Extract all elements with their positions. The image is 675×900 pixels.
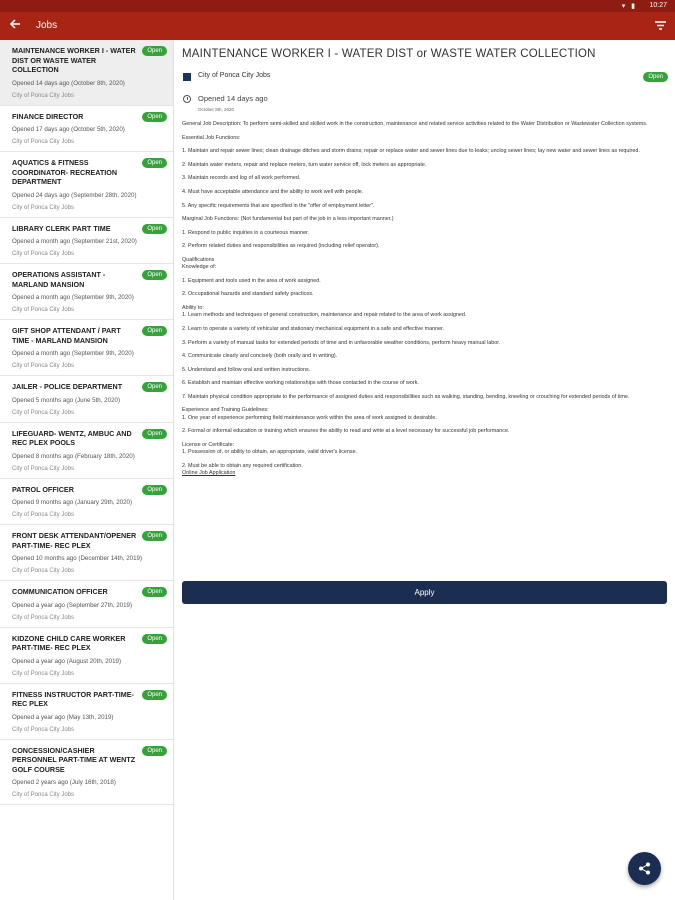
job-title: MAINTENANCE WORKER I - WATER DIST OR WASTE WATER COLLECTION (12, 46, 136, 74)
desc-paragraph: 7. Maintain physical condition appropriate to the performance of assigned duties and responsibilities such as walking, standing, bending, kneeling or crouching for extended periods of time. (182, 393, 630, 400)
desc-paragraph: 1. Equipment and tools used in the area of work assigned. (182, 277, 321, 284)
desc-paragraph: Essential Job Functions: (182, 134, 241, 141)
desc-paragraph: 1. Respond to public inquiries in a courteous manner. (182, 229, 310, 236)
job-description (182, 121, 668, 477)
desc-paragraph: License or Certificate: (182, 441, 235, 448)
job-opened: Opened a month ago (September 21st, 2020) (12, 238, 137, 245)
job-company: City of Ponca City Jobs (12, 92, 75, 99)
job-opened: Opened a year ago (September 27th, 2019) (12, 601, 133, 609)
job-list-item[interactable] (0, 40, 173, 106)
status-badge: Open (142, 158, 167, 168)
status-badge: Open (142, 46, 167, 56)
app-bar (0, 12, 675, 40)
job-opened: Opened 8 months ago (February 18th, 2020) (12, 452, 135, 460)
job-title: FITNESS INSTRUCTOR PART-TIME- REC PLEX (12, 689, 134, 708)
share-button[interactable] (628, 852, 661, 885)
status-badge: Open (142, 224, 167, 234)
desc-paragraph: 2. Learn to operate a variety of vehicular and stationary mechanical equipment in a safe and effective manner. (182, 325, 445, 332)
job-company: City of Ponca City Jobs (12, 512, 75, 518)
desc-paragraph: Marginal Job Functions: (Not fundamental but part of the job in a less important manner.) (182, 216, 394, 223)
job-list-item[interactable] (0, 376, 173, 423)
back-arrow-icon[interactable] (9, 18, 21, 33)
job-company: City of Ponca City Jobs (12, 568, 75, 574)
job-title: AQUATICS & FITNESS COORDINATOR- RECREATION DEPARTMENT (12, 158, 118, 186)
job-title: LIBRARY CLERK PART TIME (12, 223, 111, 233)
job-list-item[interactable] (0, 106, 173, 153)
desc-paragraph: 4. Must have acceptable attendance and the ability to work well with people. (182, 188, 364, 195)
status-badge: Open (142, 690, 167, 700)
job-detail (182, 48, 668, 477)
job-list-item[interactable] (0, 628, 173, 684)
job-title: JAILER - POLICE DEPARTMENT (12, 382, 123, 391)
job-list-item[interactable] (0, 684, 173, 740)
job-opened: Opened 2 years ago (July 16th, 2018) (12, 779, 116, 786)
job-company: City of Ponca City Jobs (12, 614, 75, 621)
job-company: City of Ponca City Jobs (12, 792, 75, 798)
apply-button[interactable]: Apply (182, 581, 667, 604)
job-company: City of Ponca City Jobs (12, 726, 75, 733)
job-company: City of Ponca City Jobs (12, 670, 75, 677)
opened-row (182, 94, 668, 106)
status-badge: Open (142, 587, 167, 597)
job-list-item[interactable] (0, 479, 173, 526)
desc-paragraph: 2. Formal or informal education or training which ensures the ability to read and write at a level necessary for successful job performance. (182, 428, 510, 435)
job-title: KIDZONE CHILD CARE WORKER PART-TIME- REC PLEX (12, 633, 126, 652)
job-title: FRONT DESK ATTENDANT/OPENER PART-TIME- REC PLEX (12, 531, 137, 550)
status-badge: Open (142, 634, 167, 644)
desc-paragraph: 1. Maintain and repair sewer lines; clean drainage ditches and storm drains; repair or replace water and sewer lines due to leaks; unclog sewer lines; lay new water and sewer lines as required. (182, 148, 640, 155)
job-list-item[interactable] (0, 581, 173, 628)
job-list-item[interactable] (0, 320, 173, 376)
desc-paragraph: 2. Occupational hazards and standard safety practices. (182, 291, 314, 298)
job-opened: Opened a year ago (May 13th, 2019) (12, 713, 114, 721)
job-list-item[interactable] (0, 264, 173, 320)
status-badge: Open (142, 326, 167, 336)
job-opened: Opened 5 months ago (June 5th, 2020) (12, 396, 121, 404)
job-title: OPERATIONS ASSISTANT - MARLAND MANSION (12, 270, 106, 289)
desc-paragraph: Knowledge of: (182, 264, 217, 271)
desc-paragraph: 1. Possession of, or ability to obtain, an appropriate, valid driver's license. (182, 449, 358, 456)
company-row (182, 72, 668, 84)
status-bar (0, 0, 675, 12)
job-company: City of Ponca City Jobs (12, 307, 75, 313)
desc-paragraph: 2. Maintain water meters, repair and replace meters, turn water service off, lock meters as appropriate. (182, 161, 427, 168)
status-badge: Open (142, 531, 167, 541)
status-badge: Open (142, 270, 167, 280)
status-badge: Open (142, 429, 167, 439)
desc-paragraph: Ability to: (182, 305, 204, 312)
job-title: CONCESSION/CASHIER PERSONNEL PART-TIME AT WENTZ GOLF COURSE (12, 745, 136, 774)
job-list-item[interactable] (0, 152, 173, 218)
online-application-link[interactable]: Online Job Application (182, 470, 236, 477)
job-company: City of Ponca City Jobs (12, 139, 75, 145)
desc-paragraph: 1. One year of experience performing field maintenance work within the area of work assigned is desirable. (182, 414, 437, 421)
desc-paragraph: 4. Communicate clearly and concisely (both orally and in writing). (182, 353, 338, 360)
share-icon (638, 862, 651, 875)
desc-paragraph: 3. Maintain records and log of all work performed. (182, 175, 301, 182)
job-opened: Opened 14 days ago (October 8th, 2020) (12, 79, 125, 87)
job-list[interactable] (0, 40, 174, 900)
job-list-item[interactable] (0, 423, 173, 479)
job-title: GIFT SHOP ATTENDANT / PART TIME - MARLAND MANSION (12, 326, 121, 345)
job-list-item[interactable] (0, 525, 173, 581)
job-company: City of Ponca City Jobs (12, 465, 75, 472)
status-badge: Open (142, 746, 167, 756)
desc-paragraph: 3. Perform a variety of manual tasks for extended periods of time and in unfavorable weather conditions, perform heavy manual labor. (182, 339, 501, 346)
job-title: PATROL OFFICER (12, 484, 74, 494)
desc-paragraph: 5. Understand and follow oral and written instructions. (182, 366, 311, 373)
job-opened: Opened a month ago (September 9th, 2020) (12, 350, 134, 357)
job-company: City of Ponca City Jobs (12, 204, 75, 211)
status-icons: ▾ ▮ (621, 3, 637, 10)
desc-paragraph: 6. Establish and maintain effective working relationships with those contacted in the course of work. (182, 380, 419, 387)
status-badge: Open (643, 72, 668, 82)
clock-icon (183, 95, 191, 103)
job-company: City of Ponca City Jobs (12, 409, 75, 416)
desc-paragraph: 5. Any specific requirements that are specified in the "offer of employment letter". (182, 202, 375, 209)
opened-text: Opened 14 days ago (198, 94, 268, 103)
desc-paragraph: 2. Perform related duties and responsibilities as required (including relief operator). (182, 243, 380, 250)
job-opened: Opened a year ago (August 20th, 2019) (12, 657, 122, 665)
opened-date: October 8th, 2020 (198, 107, 235, 112)
company-square-icon (183, 73, 191, 81)
status-badge: Open (142, 382, 167, 392)
job-opened: Opened 10 months ago (December 14th, 2019) (12, 555, 143, 562)
desc-paragraph: Experience and Training Guidelines: (182, 407, 269, 414)
filter-icon[interactable] (654, 19, 667, 32)
job-opened: Opened 24 days ago (September 28th, 2020) (12, 191, 137, 199)
desc-paragraph: General Job Description: To perform semi-skilled and skilled work in the construction, maintenance and related service activities related to the Water Distribution or Wastewater Collection systems. (182, 121, 648, 127)
desc-paragraph: Qualifications (182, 256, 215, 263)
detail-title: MAINTENANCE WORKER I - WATER DIST or WASTE WATER COLLECTION (182, 48, 596, 60)
job-opened: Opened 9 months ago (January 29th, 2020) (12, 499, 133, 506)
job-title: FINANCE DIRECTOR (12, 111, 84, 121)
desc-paragraph: 1. Learn methods and techniques of general construction, maintenance and repair related to the area of work assigned. (182, 312, 467, 319)
job-company: City of Ponca City Jobs (12, 363, 75, 369)
job-opened: Opened 17 days ago (October 5th, 2020) (12, 126, 125, 133)
status-time: 10:27 (649, 2, 667, 9)
status-badge: Open (142, 112, 167, 122)
job-list-item[interactable] (0, 740, 173, 806)
desc-paragraph: 2. Must be able to obtain any required certification. (182, 462, 303, 469)
job-title: COMMUNICATION OFFICER (12, 587, 108, 596)
job-title: LIFEGUARD- WENTZ, AMBUC AND REC PLEX POOLS (12, 428, 132, 447)
status-badge: Open (142, 485, 167, 495)
job-company: City of Ponca City Jobs (12, 251, 75, 257)
company-name: City of Ponca City Jobs (198, 72, 271, 79)
app-bar-title: Jobs (36, 20, 58, 31)
job-opened: Opened a month ago (September 9th, 2020) (12, 294, 134, 301)
job-list-item[interactable] (0, 218, 173, 265)
